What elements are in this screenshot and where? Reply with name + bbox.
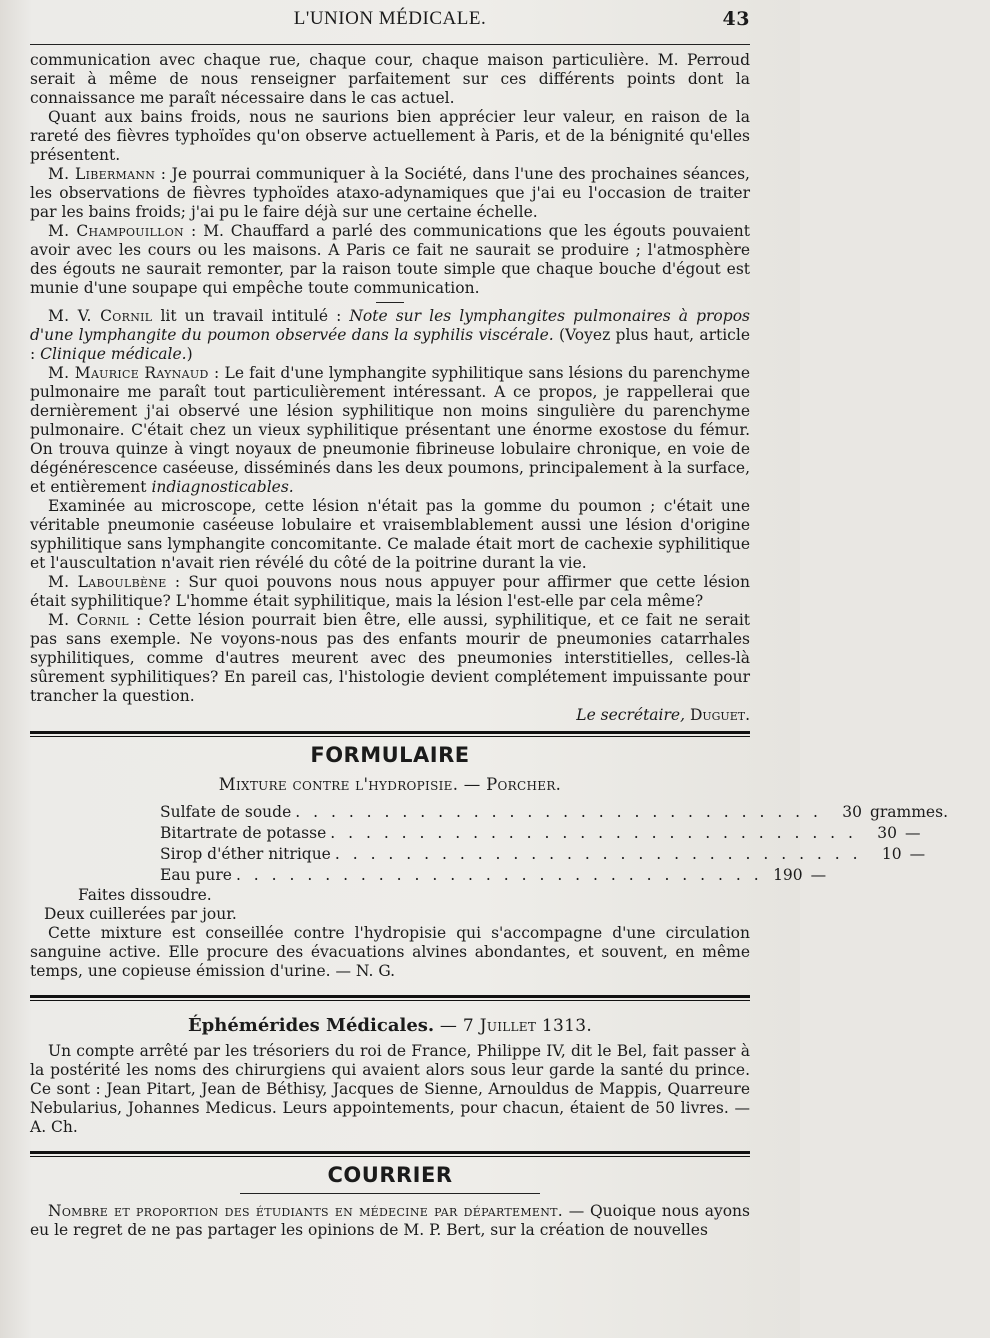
paragraph-champouillon (30, 222, 750, 298)
courrier-heading: COURRIER (327, 1163, 453, 1187)
speaker-text: Sur quoi pouvons nous nous appuyer pour affirmer que cette lésion était syphilitique? L'homme était syphilitique, mais la lésion l'est-elle par cela même? (30, 573, 750, 610)
paragraph-perroud: communication avec chaque rue, chaque cour, chaque maison particulière. M. Perroud serait à même de nous renseigner parfaitement sur ces différents points dont la connaissance me paraît nécessaire dans le cas actuel. (30, 51, 750, 107)
section-rule (30, 731, 750, 737)
paragraph-libermann (30, 165, 750, 222)
ingredient-name: Bitartrate de potasse (160, 824, 327, 842)
paragraph-laboulbene (30, 573, 750, 611)
ingredient-name: Eau pure (160, 866, 232, 884)
recipe-row (160, 802, 948, 823)
ingredient-unit: — (909, 845, 926, 863)
signature-name: Duguet. (685, 706, 750, 724)
article-reference: Clinique médicale. (40, 345, 187, 363)
instruction-dissolve: Faites dissoudre. (78, 886, 212, 904)
running-head (30, 0, 750, 40)
ingredient-name: Sirop d'éther nitrique (160, 845, 331, 863)
speaker-text: M. Chauffard a parlé des communications que les égouts pouvaient avoir avec les cours ou les maisons. A Paris ce fait ne saurait se produire ; l'atmosphère des égouts ne saurait remonter, par la raison toute simple que chaque bouche d'égout est munie d'une soupape qui empêche toute communication. (30, 222, 751, 297)
leader-dots: . . . . . . . . . . . . . . . . . . . . . . . . . . . . . . (295, 803, 822, 821)
speaker-name: M. Champouillon : (48, 222, 197, 240)
formula-note: Cette mixture est conseillée contre l'hydropisie qui s'accompagne d'une circulation sanguine active. Elle procure des évacuations alvines abondantes, et souvent, en même temps, une copieuse émission d'urine. — N. G. (30, 924, 750, 980)
instruction-dosage: Deux cuillerées par jour. (44, 905, 237, 923)
page-number: 43 (722, 8, 750, 30)
ingredient-quantity: 30 (877, 824, 897, 842)
signature (30, 706, 750, 725)
formulaire-heading: FORMULAIRE (310, 743, 470, 767)
speaker-text: (Voyez plus haut, article : (30, 326, 750, 363)
paragraph-bains-froids: Quant aux bains froids, nous ne saurions bien apprécier leur valeur, en raison de la rareté des fièvres typhoïdes qu'on observe actuellement à Paris, et de la bénignité qu'elles présentent. (30, 108, 750, 164)
article-title: Note sur les lymphangites pulmonaires à propos d'une lymphangite du poumon observée dans la syphilis viscérale. (30, 307, 750, 344)
speaker-name: M. Maurice Raynaud : (48, 364, 220, 382)
recipe-list (160, 802, 948, 886)
ingredient-unit: — (904, 824, 921, 842)
paragraph-cornil-reply (30, 611, 750, 706)
recipe-row (160, 823, 921, 844)
speaker-name: M. V. Cornil (48, 307, 153, 325)
leader-dots: . . . . . . . . . . . . . . . . . . . . . . . . . . . . . . (334, 845, 862, 863)
courrier-rule (240, 1193, 540, 1194)
speaker-text: lit un travail intitulé : (152, 307, 350, 325)
courrier-text (30, 1202, 750, 1240)
speaker-name: M. Cornil : (48, 611, 142, 629)
ephemerides-text: Un compte arrêté par les trésoriers du roi de France, Philippe IV, dit le Bel, fait passer à la postérité les noms des chirurgiens qui avaient alors sous leur garde la santé du prince. Ce sont : Jean Pitart, Jean de Béthisy, Jacques de Sienne, Arnouldus de Mappis, Quarreure Nebularius, Johannes Medicus. Leurs appointements, pour chacun, étaient de 50 livres. — A. Ch. (30, 1042, 750, 1136)
paragraph-microscope: Examinée au microscope, cette lésion n'était pas la gomme du poumon ; c'était une véritable pneumonie caséeuse lobulaire et vraisemblablement aussi une lésion d'origine syphilitique sans lymphangite concomitante. Ce malade était mort de cachexie syphilitique et l'auscultation n'avait rien révélé du côté de la poitrine durant la vie. (30, 497, 750, 572)
ingredient-quantity: 30 (842, 803, 862, 821)
ingredient-name: Sulfate de soude (160, 803, 292, 821)
ingredient-quantity: 190 (773, 866, 803, 884)
speaker-text: Le fait d'une lymphangite syphilitique sans lésions du parenchyme pulmonaire me paraît tout particulièrement intéressant. A ce propos, je rappellerai que dernièrement j'ai observé une lésion syphilitique non moins singulière du parenchyme pulmonaire. C'était chez un vieux syphilitique présentant une énorme exostose du fémur. On trouva quinze à vingt noyaux de pneumonie fibrineuse lobulaire chronique, en voie de dégénérescence caséeuse, disséminés dans les deux poumons, principalement à la surface, et entièrement (30, 364, 750, 496)
section-rule (30, 1151, 750, 1157)
ephemerides-date: — 7 Juillet 1313. (434, 1016, 593, 1036)
leader-dots: . . . . . . . . . . . . . . . . . . . . . . . . . . . . . . (235, 866, 763, 884)
signature-role: Le secrétaire, (576, 706, 686, 724)
header-rule (30, 44, 750, 45)
formula-title: Mixture contre l'hydropisie. — Porcher. (218, 775, 562, 794)
recipe-row (160, 865, 827, 886)
speaker-name: M. Libermann : (48, 165, 167, 183)
ingredient-unit: grammes. (869, 803, 948, 821)
paragraph-cornil-lecture (30, 307, 750, 364)
courrier-lead: Nombre et proportion des étudiants en médecine par département. (48, 1202, 564, 1220)
ephemerides-title: Éphémérides Médicales. (187, 1015, 435, 1036)
ephemerides-heading (30, 1015, 750, 1036)
section-rule (30, 995, 750, 1001)
paragraph-raynaud (30, 364, 750, 497)
speaker-text: Je pourrai communiquer à la Société, dans l'une des prochaines séances, les observations de fièvres typhoïdes ataxo-adynamiques que j'ai eu l'occasion de traiter par les bains froids; j'ai pu le faire déjà sur une certaine échelle. (30, 165, 750, 221)
recipe-row (160, 844, 926, 865)
journal-title: L'UNION MÉDICALE. (293, 8, 487, 29)
speaker-text: ) (186, 345, 193, 363)
leader-dots: . . . . . . . . . . . . . . . . . . . . . . . . . . . . . . (330, 824, 857, 842)
courrier-body: — Quoique nous ayons eu le regret de ne pas partager les opinions de M. P. Bert, sur la création de nouvelles (30, 1202, 750, 1239)
ingredient-unit: — (810, 866, 827, 884)
speaker-name: M. Laboulbène : (48, 573, 181, 591)
italic-word: indiagnosticables. (151, 478, 294, 496)
speaker-text: Cette lésion pourrait bien être, elle aussi, syphilitique, et ce fait ne serait pas sans exemple. Ne voyons-nous pas des enfants mourir de pneumonies catarrhales syphilitiques, comme d'autres meurent avec des pneumonies interstitielles, celles-là sûrement syphilitiques? En pareil cas, l'histologie devient complétement impuissante pour trancher la question. (30, 611, 751, 705)
separator-rule (376, 302, 404, 303)
ingredient-quantity: 10 (881, 845, 902, 863)
